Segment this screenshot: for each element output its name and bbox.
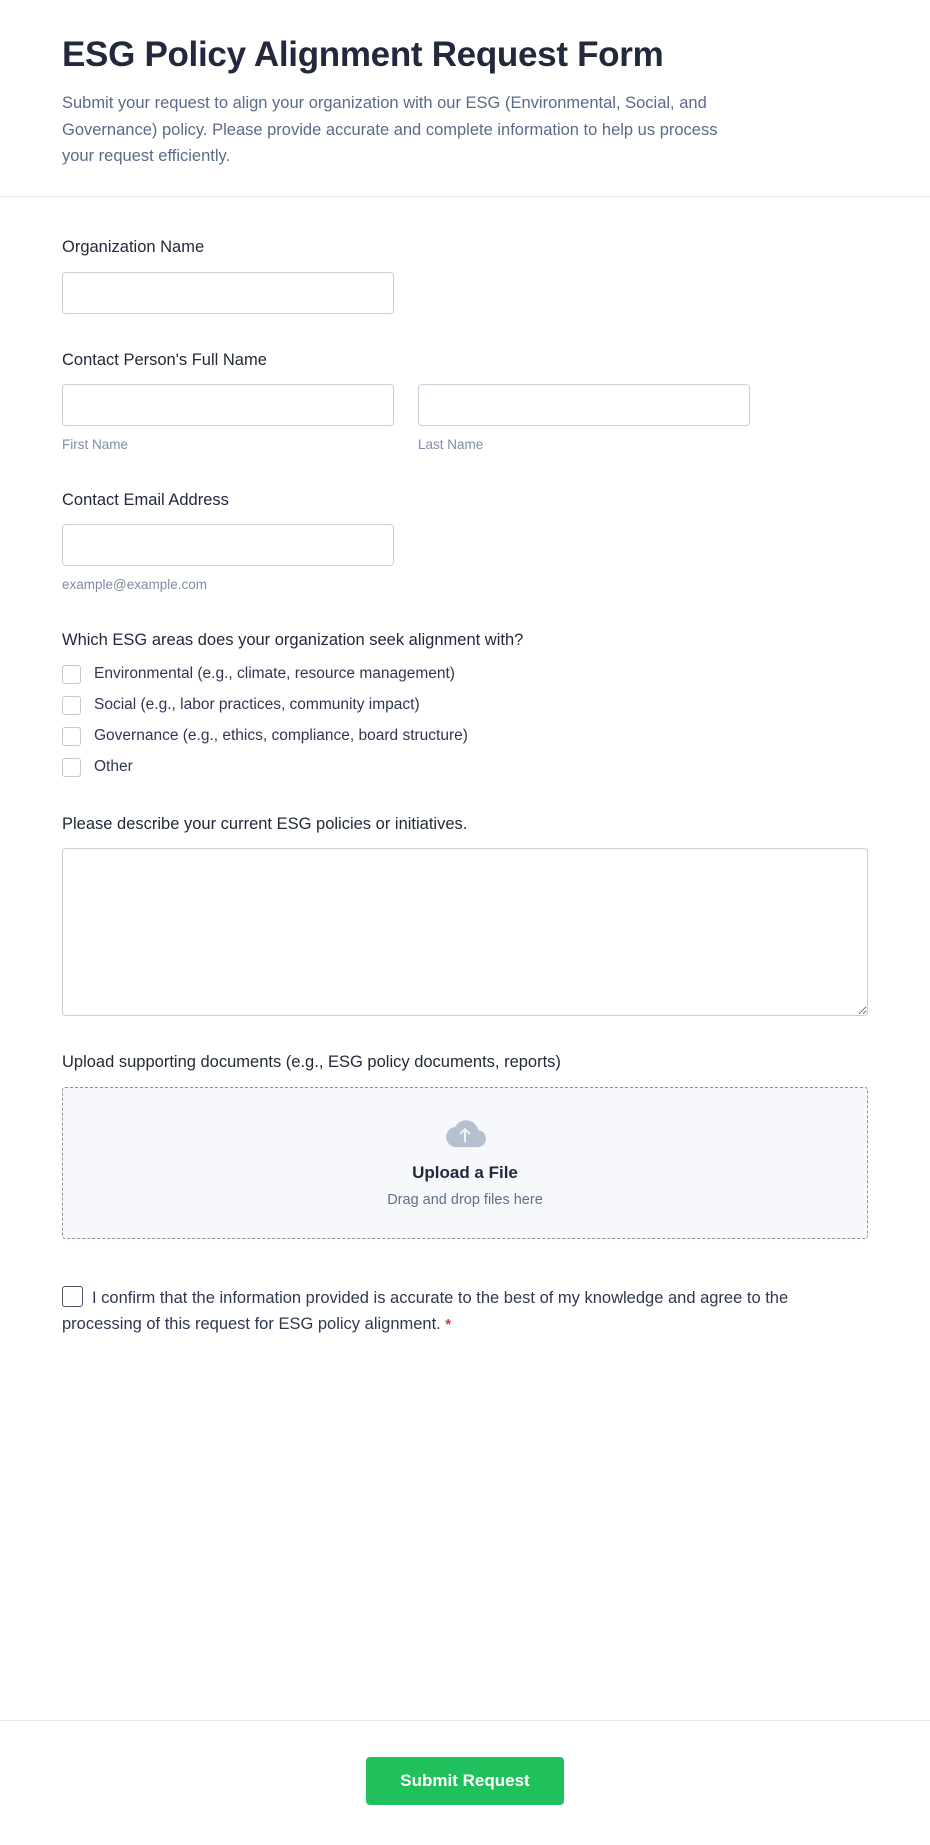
contact-full-name-label: Contact Person's Full Name bbox=[62, 350, 267, 369]
esg-areas-label: Which ESG areas does your organization seek alignment with? bbox=[62, 630, 524, 649]
form-header bbox=[0, 0, 930, 197]
field-esg-description bbox=[62, 814, 868, 1016]
consent-text: I confirm that the information provided is accurate to the best of my knowledge and agree to the processing of this request for ESG policy alignment. bbox=[62, 1288, 789, 1333]
checkbox-label-environmental: Environmental (e.g., climate, resource management) bbox=[94, 665, 455, 682]
form-body bbox=[0, 197, 930, 1720]
checkbox-label-social: Social (e.g., labor practices, community impact) bbox=[94, 695, 420, 713]
checkbox-environmental[interactable] bbox=[62, 665, 81, 684]
first-name-sublabel: First Name bbox=[62, 437, 129, 453]
contact-email-label: Contact Email Address bbox=[62, 490, 229, 509]
contact-email-input[interactable] bbox=[62, 524, 394, 566]
checkbox-row-governance[interactable] bbox=[62, 726, 868, 747]
esg-areas-checkbox-list bbox=[62, 664, 868, 778]
field-organization-name bbox=[62, 237, 868, 313]
consent-required-marker: * bbox=[445, 1315, 452, 1333]
cloud-upload-icon bbox=[441, 1117, 489, 1153]
upload-hint: Drag and drop files here bbox=[387, 1192, 543, 1209]
checkbox-label-other: Other bbox=[94, 757, 133, 775]
field-consent bbox=[62, 1285, 868, 1337]
upload-documents-label: Upload supporting documents (e.g., ESG policy documents, reports) bbox=[62, 1053, 561, 1072]
checkbox-other[interactable] bbox=[62, 758, 81, 777]
checkbox-row-social[interactable] bbox=[62, 695, 868, 716]
esg-description-label: Please describe your current ESG policies or initiatives. bbox=[62, 814, 468, 833]
page-subtitle: Submit your request to align your organization with our ESG (Environmental, Social, and Governance) policy. Please provide accurate and complete information to help us process your request efficiently. bbox=[62, 94, 718, 166]
page-title: ESG Policy Alignment Request Form bbox=[62, 35, 664, 74]
organization-name-input[interactable] bbox=[62, 272, 394, 314]
checkbox-social[interactable] bbox=[62, 696, 81, 715]
first-name-column bbox=[62, 384, 394, 454]
organization-name-label: Organization Name bbox=[62, 238, 205, 257]
checkbox-row-environmental[interactable] bbox=[62, 664, 868, 685]
esg-description-textarea[interactable] bbox=[62, 848, 868, 1016]
last-name-sublabel: Last Name bbox=[418, 437, 484, 453]
checkbox-consent[interactable] bbox=[62, 1286, 83, 1307]
upload-dropzone[interactable] bbox=[62, 1087, 868, 1239]
last-name-input[interactable] bbox=[418, 384, 750, 426]
contact-email-sublabel: example@example.com bbox=[62, 577, 208, 593]
field-contact-full-name bbox=[62, 350, 868, 454]
checkbox-label-governance: Governance (e.g., ethics, compliance, board structure) bbox=[94, 726, 468, 744]
name-row bbox=[62, 384, 868, 454]
checkbox-row-other[interactable] bbox=[62, 757, 868, 778]
field-contact-email bbox=[62, 490, 868, 594]
first-name-input[interactable] bbox=[62, 384, 394, 426]
upload-title: Upload a File bbox=[412, 1163, 518, 1183]
field-upload-documents bbox=[62, 1052, 868, 1238]
checkbox-governance[interactable] bbox=[62, 727, 81, 746]
submit-request-button[interactable]: Submit Request bbox=[366, 1757, 563, 1805]
form-footer bbox=[0, 1720, 930, 1845]
field-esg-areas bbox=[62, 630, 868, 778]
last-name-column bbox=[418, 384, 750, 454]
